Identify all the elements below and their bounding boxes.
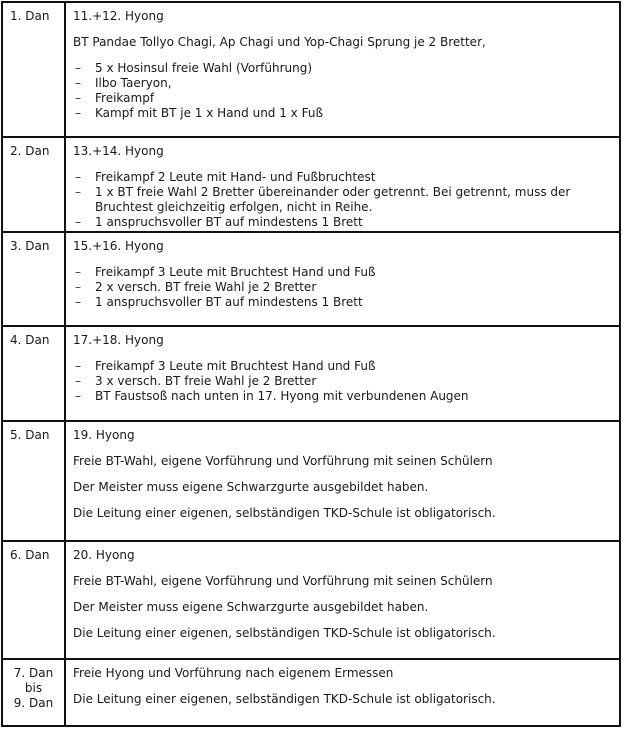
requirement-text: Die Leitung einer eigenen, selbständigen TKD-Schule ist obligatorisch. <box>73 506 496 520</box>
requirement-text: Die Leitung einer eigenen, selbständigen TKD-Schule ist obligatorisch. <box>73 692 496 706</box>
list-item: – Ilbo Taeryon, <box>73 76 619 91</box>
table-row-dan-3 <box>3 231 619 325</box>
hyong-title: 19. Hyong <box>73 428 135 442</box>
requirements-cell <box>66 138 619 231</box>
requirement-text: BT Pandae Tollyo Chagi, Ap Chagi und Yop-Chagi Sprung je 2 Bretter, <box>73 35 486 49</box>
requirement-list <box>73 265 619 310</box>
list-item: – 1 x BT freie Wahl 2 Bretter übereinander oder getrennt. Bei getrennt, muss der Bruchtest gleichzeitig erfolgen, nicht in Reihe. <box>73 185 619 215</box>
requirement-text: Freie BT-Wahl, eigene Vorführung und Vorführung mit seinen Schülern <box>73 454 493 468</box>
dan-requirements-table <box>1 1 621 727</box>
dan-label: 6. Dan <box>3 542 66 658</box>
list-item: – 1 anspruchsvoller BT auf mindestens 1 Brett <box>73 295 619 310</box>
hyong-title: 20. Hyong <box>73 548 135 562</box>
requirement-list <box>73 359 619 404</box>
table-row-dan-5 <box>3 420 619 540</box>
dan-label: 3. Dan <box>3 233 66 325</box>
requirement-text: Freie BT-Wahl, eigene Vorführung und Vorführung mit seinen Schülern <box>73 574 493 588</box>
requirement-list <box>73 61 619 121</box>
table-row-dan-7-9 <box>3 658 619 725</box>
dan-label: 4. Dan <box>3 327 66 420</box>
requirements-cell <box>66 233 619 325</box>
table-row-dan-2 <box>3 136 619 231</box>
dan-label: 1. Dan <box>3 3 66 136</box>
list-item: – Freikampf 3 Leute mit Bruchtest Hand und Fuß <box>73 265 619 280</box>
requirements-cell <box>66 542 619 658</box>
dan-label-start: 7. Dan <box>13 666 54 680</box>
list-item: – 2 x versch. BT freie Wahl je 2 Bretter <box>73 280 619 295</box>
hyong-title: 15.+16. Hyong <box>73 239 164 253</box>
list-item: – 3 x versch. BT freie Wahl je 2 Bretter <box>73 374 619 389</box>
dan-range-label <box>3 660 66 725</box>
table-row-dan-1 <box>3 3 619 136</box>
list-item: – 5 x Hosinsul freie Wahl (Vorführung) <box>73 61 619 76</box>
list-item: – BT Faustsoß nach unten in 17. Hyong mit verbundenen Augen <box>73 389 619 404</box>
hyong-title: 17.+18. Hyong <box>73 333 164 347</box>
requirement-text: Der Meister muss eigene Schwarzgurte ausgebildet haben. <box>73 480 429 494</box>
requirement-text: Freie Hyong und Vorführung nach eigenem Ermessen <box>73 666 394 680</box>
list-item: – Kampf mit BT je 1 x Hand und 1 x Fuß <box>73 106 619 121</box>
list-item: – Freikampf 3 Leute mit Bruchtest Hand und Fuß <box>73 359 619 374</box>
list-item: – 1 anspruchsvoller BT auf mindestens 1 Brett <box>73 215 619 230</box>
table-row-dan-4 <box>3 325 619 420</box>
requirements-cell <box>66 327 619 420</box>
requirements-cell <box>66 422 619 540</box>
dan-label: 5. Dan <box>3 422 66 540</box>
list-item: – Freikampf <box>73 91 619 106</box>
requirements-cell <box>66 660 619 725</box>
hyong-title: 11.+12. Hyong <box>73 9 164 23</box>
requirements-cell <box>66 3 619 136</box>
dan-label-bis: bis <box>24 681 43 695</box>
requirement-text: Die Leitung einer eigenen, selbständigen TKD-Schule ist obligatorisch. <box>73 626 496 640</box>
requirement-list <box>73 170 619 230</box>
hyong-title: 13.+14. Hyong <box>73 144 164 158</box>
requirement-text: Der Meister muss eigene Schwarzgurte ausgebildet haben. <box>73 600 429 614</box>
dan-label-end: 9. Dan <box>13 696 54 710</box>
dan-label: 2. Dan <box>3 138 66 231</box>
table-row-dan-6 <box>3 540 619 658</box>
list-item: – Freikampf 2 Leute mit Hand- und Fußbruchtest <box>73 170 619 185</box>
